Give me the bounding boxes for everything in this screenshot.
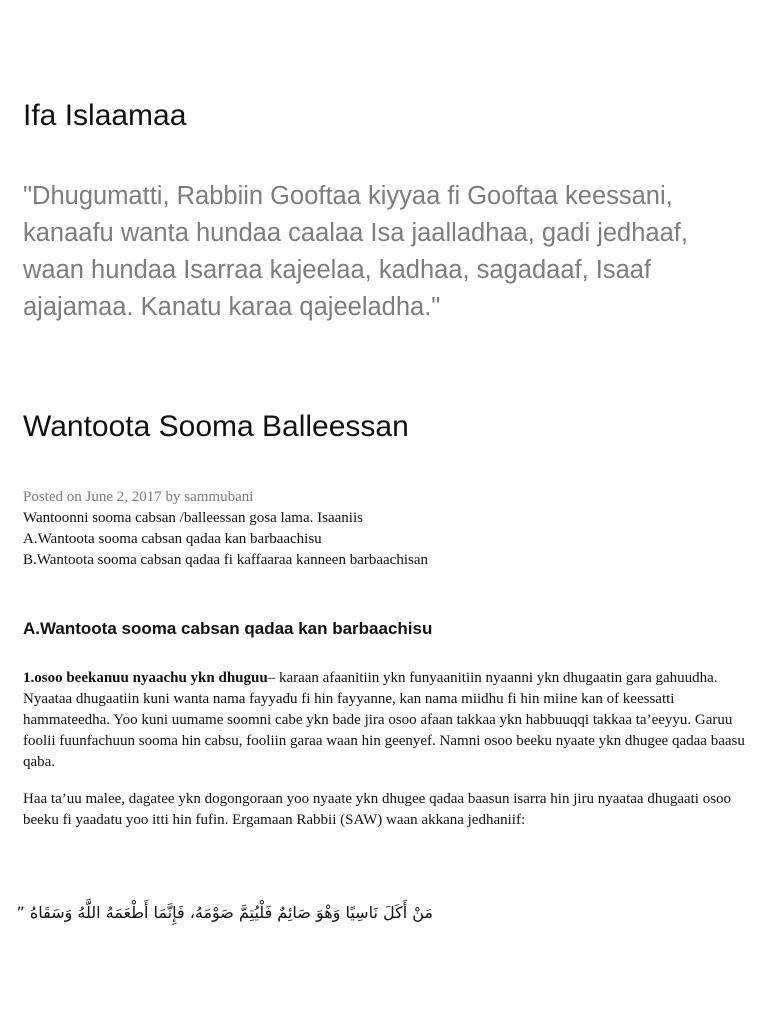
post-title[interactable]: Wantoota Sooma Balleessan [23, 410, 409, 443]
site-tagline: "Dhugumatti, Rabbiin Gooftaa kiyyaa fi Gooftaa keessani, kanaafu wanta hundaa caalaa Isa jaalladhaa, gadi jedhaaf, waan hundaa Isarraa kajeelaa, kadhaa, sagadaaf, Isaaf ajajamaa. Kanatu karaa qajeeladha." [23, 182, 688, 321]
posted-on-label: Posted on [23, 489, 82, 505]
post-meta [23, 487, 748, 508]
paragraph-1-lead: 1.osoo beekanuu nyaachu ykn dhuguu [23, 670, 268, 686]
post-date-link[interactable]: June 2, 2017 [85, 489, 162, 505]
section-heading: A.Wantoota sooma cabsan qadaa kan barbaachisu [23, 619, 433, 638]
paragraph-2: Haa ta’uu malee, dagatee ykn dogongoraan yoo nyaate ykn dhugee qadaa baasun isarra hin jiru nyaataa dhugaati osoo beeku fi yaadatu yoo itti hin fufin. Ergamaan Rabbii (SAW) waan akkana jedhaniif: [23, 791, 732, 828]
by-label: by [165, 489, 181, 505]
intro-line: B.Wantoota sooma cabsan qadaa fi kaffaaraa kanneen barbaachisan [23, 552, 428, 568]
post-body [23, 487, 748, 571]
intro-line: Wantoonni sooma cabsan /balleessan gosa lama. Isaaniis [23, 510, 363, 526]
paragraph-1-text: – karaan afaanitiin ykn funyaanitiin nyaanni ykn dhugaatin gara gahuudha. Nyaataa dhugaatiin kuni wanta nama fayyadu fi hin fayyanne, kan nama miidhu fi hin miine kan of keessatti hammateedha. Yoo kuni uumame soomni cabe ykn bade jira osoo afaan takkaa ykn habbuuqqi takkaa ta’eeyyu. Garuu foolii fuunfachuun sooma hin cabsu, fooliin garaa waan hin geenyef. Namni osoo beeku nyaate ykn dhugee qadaa baasu qaba. [23, 670, 745, 770]
site-title[interactable]: Ifa Islaamaa [23, 99, 187, 132]
post-author-link[interactable]: sammubani [184, 489, 254, 505]
hadith-quote: مَنْ أَكَلَ نَاسِيًا وَهْوَ صَائِمٌ فَلْيُتِمَّ صَوْمَهُ، فَإِنَّمَا أَطْعَمَهُ اللَّهُ وَسَقَاهُ ” [16, 903, 433, 922]
paragraph-1 [23, 668, 748, 773]
intro-line: A.Wantoota sooma cabsan qadaa kan barbaachisu [23, 531, 322, 547]
